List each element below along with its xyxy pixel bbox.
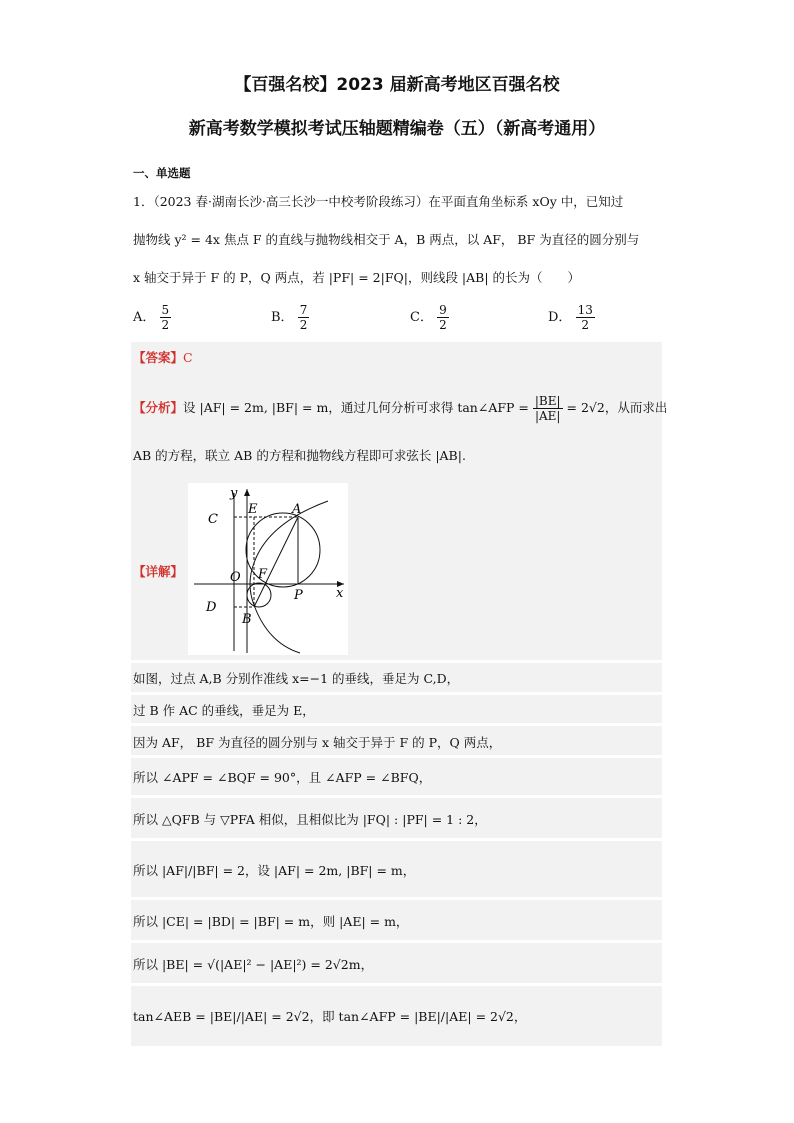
option-b (271, 303, 309, 332)
analysis-text-b: = 2√2，从而求出 (566, 400, 668, 415)
denominator: 2 (161, 318, 170, 332)
label-b: B (242, 612, 252, 627)
option-fraction (576, 303, 595, 332)
numerator: 13 (577, 303, 593, 317)
y-axis-arrow-icon (244, 489, 250, 496)
option-label: C． (410, 310, 433, 325)
label-p: P (294, 588, 303, 603)
solution-line-7: 所以 |CE| = |BD| = |BF| = m，则 |AE| = m， (133, 914, 409, 929)
document-title-line-1: 【百强名校】2023 届新高考地区百强名校 (234, 75, 560, 95)
numerator: 9 (439, 303, 447, 317)
option-fraction (298, 303, 310, 332)
question-line-3: x 轴交于异于 F 的 P，Q 两点，若 |PF| = 2|FQ|，则线段 |AB| 的长为（ ） (133, 270, 581, 285)
label-c: C (208, 512, 218, 527)
question-line-2: 抛物线 y² = 4x 焦点 F 的直线与抛物线相交于 A，B 两点，以 AF， BF 为直径的圆分别与 (133, 232, 640, 247)
answer-line (133, 348, 193, 366)
section-heading: 一、单选题 (133, 166, 191, 180)
label-d: D (206, 600, 217, 615)
numerator: 5 (161, 303, 170, 317)
question-line-1: 1．（2023 春·湖南长沙·高三长沙一中校考阶段练习）在平面直角坐标系 xOy 中，已知过 (133, 194, 624, 209)
numerator: |BE| (534, 394, 561, 408)
solution-line-8: 所以 |BE| = √(|AE|² − |AE|²) = 2√2m， (133, 957, 374, 972)
denominator: 2 (299, 318, 308, 332)
denominator: 2 (439, 318, 447, 332)
solution-line-6: 所以 |AF|/|BF| = 2，设 |AF| = 2m, |BF| = m， (133, 863, 416, 878)
parabola-diagram (188, 483, 348, 655)
option-fraction (160, 303, 172, 332)
option-fraction (437, 303, 449, 332)
answer-tag: 【答案】 (133, 350, 184, 365)
denominator: 2 (581, 318, 590, 332)
solution-line-4: 所以 ∠APF = ∠BQF = 90°，且 ∠AFP = ∠BFQ， (133, 770, 432, 785)
analysis-line-2: AB 的方程，联立 AB 的方程和抛物线方程即可求弦长 |AB|. (133, 448, 466, 463)
analysis-tag: 【分析】 (133, 400, 184, 415)
analysis-text-a: 设 |AF| = 2m, |BF| = m，通过几何分析可求得 tan∠AFP = (183, 400, 529, 415)
option-label: D． (548, 310, 572, 325)
option-a (133, 303, 171, 332)
option-c (410, 303, 449, 332)
solution-line-3: 因为 AF， BF 为直径的圆分别与 x 轴交于异于 F 的 P，Q 两点， (133, 735, 502, 750)
solution-line-9: tan∠AEB = |BE|/|AE| = 2√2，即 tan∠AFP = |BE|/|AE| = 2√2， (133, 1009, 527, 1024)
label-a: A (292, 502, 302, 517)
label-y: y (230, 486, 238, 501)
analysis-line-1 (133, 394, 667, 423)
detail-tag: 【详解】 (133, 564, 184, 579)
solution-line-5: 所以 △QFB 与 ▽PFA 相似，且相似比为 |FQ| : |PF| = 1 : 2， (133, 812, 487, 827)
diagram-svg (188, 483, 348, 655)
answer-value: C (183, 350, 193, 365)
option-label: B． (271, 310, 294, 325)
option-label: A． (133, 310, 156, 325)
label-x: x (336, 586, 344, 601)
numerator: 7 (299, 303, 308, 317)
denominator: |AE| (534, 409, 561, 423)
label-e: E (248, 502, 258, 517)
label-o: O (230, 570, 241, 585)
document-title-line-2: 新高考数学模拟考试压轴题精编卷（五）（新高考通用） (188, 119, 606, 139)
analysis-fraction (533, 394, 563, 423)
solution-line-1: 如图，过点 A,B 分别作准线 x=−1 的垂线，垂足为 C,D， (133, 671, 460, 686)
solution-line-2: 过 B 作 AC 的垂线，垂足为 E， (133, 703, 315, 718)
label-f: F (258, 567, 268, 582)
option-d (548, 303, 595, 332)
